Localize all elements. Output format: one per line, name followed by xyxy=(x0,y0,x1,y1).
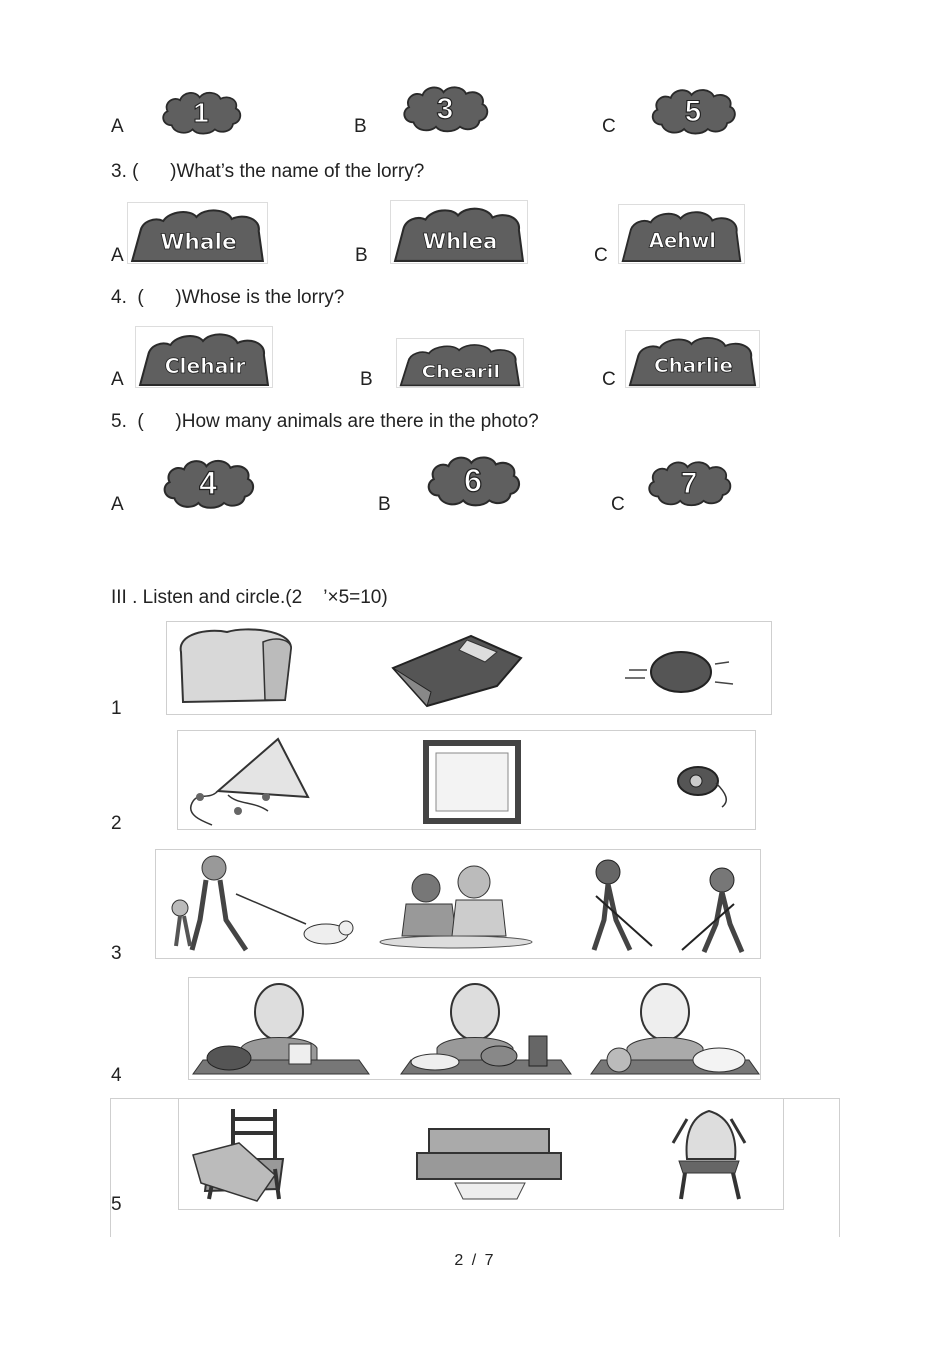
q5-option-c-cloud[interactable] xyxy=(645,455,733,510)
row-2-pictures xyxy=(177,730,756,830)
row-1-pictures xyxy=(166,621,772,715)
row-5-pictures xyxy=(178,1098,784,1210)
q3-option-b-letter: B xyxy=(355,245,368,266)
row-4-pictures xyxy=(188,977,761,1080)
q5-option-b-letter: B xyxy=(378,494,391,515)
q4-option-a-value: Clehair xyxy=(164,354,246,378)
q2-option-b-letter: B xyxy=(354,116,367,137)
row-4-number: 4 xyxy=(111,1065,122,1086)
q5-option-a-letter: A xyxy=(111,494,124,515)
q3-option-c-value: Aehwl xyxy=(648,228,717,253)
q5-question: 5. ( )How many animals are there in the photo? xyxy=(111,411,539,432)
q4-option-c-value: Charlie xyxy=(654,354,733,377)
chocolate-picture[interactable] xyxy=(393,636,521,706)
q4-option-c-banner[interactable] xyxy=(625,330,760,388)
q3-option-a-banner[interactable] xyxy=(127,202,268,264)
q2-option-b-value: 3 xyxy=(436,92,454,126)
row-3-pictures xyxy=(155,849,761,959)
q3-option-c-letter: C xyxy=(594,245,608,266)
section3-title: III . Listen and circle.(2 ’×5=10) xyxy=(111,587,388,608)
row-5-number: 5 xyxy=(111,1194,122,1215)
chair-with-shirt-picture[interactable] xyxy=(673,1111,745,1199)
q2-option-c-value: 5 xyxy=(684,94,702,128)
page-number: 2 / 7 xyxy=(454,1252,496,1269)
camera-picture[interactable] xyxy=(678,767,726,807)
q4-option-c-letter: C xyxy=(602,369,616,390)
q2-option-c-letter: C xyxy=(602,116,616,137)
man-eating-fries-picture[interactable] xyxy=(401,984,571,1074)
kite-picture[interactable] xyxy=(191,739,308,825)
q3-option-c-banner[interactable] xyxy=(618,204,745,264)
picture-frame-picture[interactable] xyxy=(426,743,518,821)
q4-option-b-value: Chearil xyxy=(421,362,501,382)
q3-question: 3. ( )What’s the name of the lorry? xyxy=(111,161,425,182)
walking-dog-picture[interactable] xyxy=(172,856,353,950)
row-3-number: 3 xyxy=(111,943,122,964)
q4-option-b-banner[interactable] xyxy=(396,338,524,388)
q2-option-a-cloud[interactable] xyxy=(159,89,243,135)
q5-option-a-value: 4 xyxy=(199,465,217,502)
q5-option-c-value: 7 xyxy=(680,466,698,500)
q4-option-a-banner[interactable] xyxy=(135,326,273,388)
q5-option-b-cloud[interactable] xyxy=(424,450,522,510)
q4-question: 4. ( )Whose is the lorry? xyxy=(111,287,345,308)
q3-option-b-banner[interactable] xyxy=(390,200,528,264)
q2-option-a-value: 1 xyxy=(193,96,209,128)
row-1-number: 1 xyxy=(111,698,122,719)
q2-option-a-letter: A xyxy=(111,116,124,137)
sofa-picture[interactable] xyxy=(417,1129,561,1199)
q4-option-b-letter: B xyxy=(360,369,373,390)
q5-option-a-cloud[interactable] xyxy=(160,456,256,510)
hockey-picture[interactable] xyxy=(594,860,742,952)
q3-option-b-value: Whlea xyxy=(422,229,498,255)
q5-option-b-value: 6 xyxy=(463,461,483,499)
chair-with-shorts-picture[interactable] xyxy=(193,1109,283,1201)
q5-option-c-letter: C xyxy=(611,494,625,515)
bread-picture[interactable] xyxy=(181,629,291,702)
potato-picture[interactable] xyxy=(625,652,733,692)
man-eating-chicken-picture[interactable] xyxy=(193,984,369,1074)
q3-option-a-letter: A xyxy=(111,245,124,266)
row-2-number: 2 xyxy=(111,813,122,834)
q2-option-c-cloud[interactable] xyxy=(647,86,739,135)
old-man-eating-rice-picture[interactable] xyxy=(591,984,759,1074)
q3-option-a-value: Whale xyxy=(160,230,237,255)
picnic-picture[interactable] xyxy=(380,866,532,948)
q2-option-b-cloud[interactable] xyxy=(400,82,490,134)
q4-option-a-letter: A xyxy=(111,369,124,390)
